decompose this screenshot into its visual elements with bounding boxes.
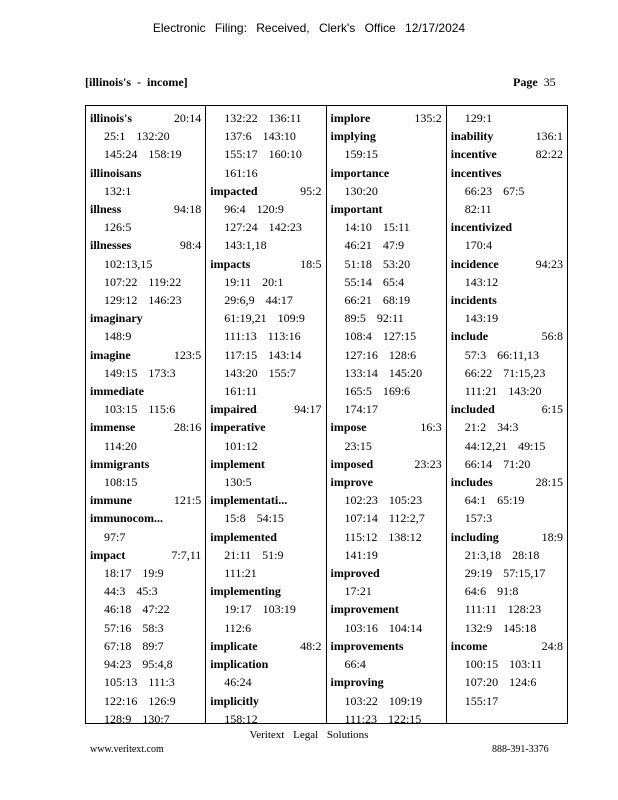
index-entry [90,418,201,454]
index-ref-line: 105:13 111:3 [104,675,175,690]
index-entry [90,546,201,728]
index-term: important [330,202,383,217]
index-term: including [450,529,499,544]
index-first-ref [265,455,322,473]
index-first-ref: 28:15 [535,475,563,490]
index-first-ref [141,164,201,182]
index-ref-line: 161:11 [224,384,258,399]
index-first-ref [383,200,442,218]
index-entry [210,637,321,655]
index-term-line [331,473,442,491]
index-first-ref: 135:2 [414,111,442,125]
index-ref-line: 159:15 [344,147,378,162]
index-term-line [90,509,201,527]
index-entry [331,673,442,728]
index-entry [451,400,563,473]
index-ref-line: 61:19,21 109:9 [224,311,305,326]
index-ref-line: 96:4 120:9 [224,202,284,217]
index-ref-line: 155:17 160:10 [224,147,302,162]
index-first-ref [281,582,322,600]
index-ref-line: 143:1,18 [224,238,267,253]
index-term: incentive [450,147,497,162]
index-ref-line: 29:19 57:15,17 [464,566,546,581]
index-first-ref: 6:15 [541,402,563,417]
index-entry [331,418,442,454]
index-ref-line: 165:5 169:6 [344,384,411,399]
index-entry [331,164,442,200]
index-ref-line: 103:16 104:14 [344,620,423,635]
footer-website: www.veritext.com [90,744,164,755]
index-first-ref: 136:1 [535,129,563,144]
index-first-ref [373,473,442,491]
index-entry [90,200,201,236]
index-term-line [90,455,201,473]
index-ref-line: 21:3,18 28:18 [464,547,540,562]
index-entry [451,637,563,710]
index-first-ref [144,382,201,400]
index-entry [210,692,321,728]
index-first-ref [376,127,442,145]
index-ref-line: 111:21 143:20 [464,384,542,399]
index-first-ref [163,509,201,527]
index-entry [210,582,321,637]
index-term-line [210,491,321,509]
index-term-line [451,637,563,655]
index-term: improvements [330,638,404,653]
index-ref-line: 127:16 128:6 [344,347,417,362]
index-entry [331,127,442,163]
index-term-line [451,400,563,418]
index-term-line [331,109,442,127]
index-entry [451,127,563,145]
index-term-line [210,692,321,710]
index-term: immunocom... [90,511,163,526]
index-term: impose [330,420,367,435]
index-term-line [331,673,442,691]
index-ref-line: 132:9 145:18 [464,620,537,635]
index-entry [90,382,201,418]
index-ref-line: 132:22 136:11 [224,111,302,125]
index-first-ref [149,455,201,473]
index-term-line [451,528,563,546]
index-term: incidence [450,256,499,271]
index-term-line [451,327,563,345]
index-first-ref [399,600,442,618]
index-ref-line: 129:1 [464,111,493,125]
index-term-line [331,637,442,655]
index-entry [331,637,442,673]
index-term: implication [210,657,269,672]
index-ref-line: 66:21 68:19 [344,293,411,308]
index-term-line [90,164,201,182]
index-first-ref: 121:5 [173,493,202,508]
index-term: immigrants [90,456,150,471]
index-ref-line: 149:15 173:3 [104,365,176,380]
index-first-ref [287,491,321,509]
index-ref-line: 46:18 47:22 [104,602,170,617]
index-term-line [451,255,563,273]
index-ref-line: 64:6 91:8 [464,584,519,599]
index-term-line [451,164,563,182]
index-term-line [451,291,563,309]
index-term: immense [90,420,136,435]
index-ref-line: 141:19 [344,547,378,562]
index-ref-line: 111:21 [224,566,257,581]
index-ref-line: 108:4 127:15 [344,329,417,344]
index-ref-line: 64:1 65:19 [464,493,525,508]
index-term: immune [90,493,132,508]
index-term: incentivized [450,220,513,235]
index-ref-line: 17:21 [344,584,372,599]
index-ref-line: 82:11 [464,202,492,217]
index-ref-line: 130:5 [224,475,252,490]
index-term: improving [330,675,384,690]
index-first-ref [259,692,322,710]
index-entry [90,236,201,309]
index-ref-line: 129:12 146:23 [104,293,182,308]
index-term-line [210,255,321,273]
index-ref-line: 55:14 65:4 [344,274,405,289]
index-entry [210,528,321,583]
index-ref-line: 51:18 53:20 [344,256,411,271]
index-ref-line: 126:5 [104,220,132,235]
index-term-line [90,309,201,327]
index-term-line [210,528,321,546]
index-entry [210,655,321,691]
index-ref-line: 44:3 45:3 [104,584,158,599]
index-entry [210,182,321,255]
index-ref-line: 46:24 [224,675,252,690]
index-ref-line: 170:4 [464,238,493,253]
index-ref-line: 128:9 130:7 [104,711,170,726]
footer-company: Veritext Legal Solutions [249,729,369,741]
index-term: implementati... [210,493,288,508]
index-entry [451,473,563,528]
index-ref-line: 19:17 103:19 [224,602,296,617]
index-ref-line: 114:20 [104,438,137,453]
index-first-ref: 48:2 [300,638,322,653]
index-first-ref [143,309,202,327]
index-ref-line: 143:19 [464,311,499,326]
index-ref-line: 103:22 109:19 [344,693,423,708]
index-term-line [90,418,201,436]
index-entry [331,600,442,636]
index-entry [331,109,442,127]
index-ref-line: 66:23 67:5 [464,183,525,198]
index-term: impaired [210,402,257,417]
index-ref-line: 143:20 155:7 [224,365,296,380]
index-term-line [90,491,201,509]
index-term: illness [90,202,122,217]
index-ref-line: 66:14 71:20 [464,456,531,471]
index-ref-line: 21:11 51:9 [224,547,284,562]
index-ref-line: 161:16 [224,165,258,180]
index-ref-line: 111:11 128:23 [464,602,542,617]
index-ref-line: 174:17 [344,402,378,417]
index-term-line [210,418,321,436]
index-entry [331,455,442,473]
index-ref-line: 111:13 113:16 [224,329,301,344]
index-term-line [210,655,321,673]
index-term: implementing [210,584,281,599]
index-ref-line: 103:15 115:6 [104,402,176,417]
index-term: importance [330,165,390,180]
index-first-ref: 98:4 [179,238,202,253]
index-entry [90,109,201,164]
index-term: imaginary [90,311,143,326]
index-entry [451,327,563,400]
index-entry [451,164,563,219]
index-ref-line: 115:12 138:12 [344,529,422,544]
index-entry [451,145,563,163]
page-indicator [513,75,556,90]
index-ref-line: 102:23 105:23 [344,493,423,508]
index-ref-line: 25:1 132:20 [104,129,170,144]
index-term: included [450,402,495,417]
index-ref-line: 89:5 92:11 [344,311,404,326]
index-term: imagine [90,347,131,362]
index-ref-line: 108:15 [104,475,138,490]
index-term: impacts [210,256,251,271]
index-ref-line: 130:20 [344,183,378,198]
index-first-ref [497,291,563,309]
index-first-ref: 23:23 [414,456,442,471]
index-term: implement [210,456,265,471]
index-entry [90,309,201,345]
index-term-line [210,582,321,600]
index-entry [451,218,563,254]
index-first-ref: 24:8 [541,638,563,653]
index-term-line [210,400,321,418]
index-first-ref: 56:8 [541,329,563,344]
index-entry [90,455,201,491]
index-first-ref [512,218,563,236]
index-first-ref [277,528,322,546]
index-first-ref [501,164,563,182]
index-ref-line: 67:18 89:7 [104,638,164,653]
index-entry [90,509,201,545]
index-ref-line: 14:10 15:11 [344,220,410,235]
index-ref-line: 46:21 47:9 [344,238,405,253]
index-entry [331,564,442,600]
index-grid [85,105,568,724]
index-ref-line: 155:17 [464,693,499,708]
index-ref-line: 15:8 54:15 [224,511,284,526]
index-entry [90,346,201,382]
index-term: income [450,638,488,653]
index-first-ref: 94:17 [294,402,322,417]
index-entry [451,291,563,327]
index-ref-line: 145:24 158:19 [104,147,182,162]
index-entry [210,255,321,401]
index-term-line [210,637,321,655]
index-term-line [90,346,201,364]
index-ref-line: 117:15 143:14 [224,347,302,362]
index-first-ref [266,418,322,436]
index-term: immediate [90,384,144,399]
index-ref-line: 23:15 [344,438,372,453]
index-ref-line: 29:6,9 44:17 [224,293,293,308]
index-entry [90,164,201,200]
index-term: illinois's [90,111,133,125]
index-term: imperative [210,420,266,435]
index-term-line [210,455,321,473]
index-ref-line: 107:20 124:6 [464,675,537,690]
index-term-line [90,200,201,218]
index-term-line [331,564,442,582]
index-ref-line: 66:4 [344,657,366,672]
index-ref-line: 101:12 [224,438,258,453]
index-ref-line: 127:24 142:23 [224,220,302,235]
index-term-line [90,546,201,564]
index-entry [451,109,563,127]
index-term: implicate [210,638,258,653]
index-ref-line: 132:1 [104,183,132,198]
index-term: improved [330,566,380,581]
index-term: include [450,329,489,344]
index-first-ref [389,164,442,182]
index-term: impact [90,547,126,562]
index-term: imposed [330,456,374,471]
footer-phone: 888-391-3376 [492,744,549,755]
index-column [86,106,206,726]
index-entry [210,418,321,454]
index-first-ref: 82:22 [535,147,563,162]
index-term: improvement [330,602,399,617]
index-first-ref: 123:5 [173,347,202,362]
index-ref-line: 111:23 122:15 [344,711,422,726]
index-first-ref [384,673,442,691]
index-entry [210,455,321,491]
index-term-line [451,127,563,145]
index-term-line [451,218,563,236]
index-ref-line: 57:16 58:3 [104,620,164,635]
index-term-line [331,418,442,436]
index-first-ref: 94:18 [173,202,202,217]
index-ref-line: 148:9 [104,329,132,344]
index-term: implore [330,111,371,125]
index-term-line [331,200,442,218]
index-term: incidents [450,293,497,308]
index-ref-line: 44:12,21 49:15 [464,438,546,453]
index-ref-line: 57:3 66:11,13 [464,347,539,362]
index-ref-line: 107:14 112:2,7 [344,511,425,526]
index-ref-line: 133:14 145:20 [344,365,423,380]
page-label: Page [513,75,538,89]
index-ref-line: 143:12 [464,274,499,289]
index-entry [210,400,321,418]
index-term: illnesses [90,238,132,253]
index-range: [illinois's - income] [85,75,188,89]
index-first-ref: 94:23 [535,256,563,271]
index-first-ref [268,655,321,673]
index-first-ref: 18:9 [541,529,563,544]
index-entry [90,491,201,509]
index-first-ref [404,637,442,655]
index-entry [331,473,442,564]
index-ref-line: 157:3 [464,511,493,526]
index-column [327,106,447,726]
index-first-ref: 7:7,11 [171,547,202,562]
index-entry [210,109,321,182]
index-term-line [90,236,201,254]
index-ref-line: 66:22 71:15,23 [464,365,546,380]
index-ref-line: 112:6 [224,620,252,635]
index-term-line [210,182,321,200]
page-number: 35 [543,75,556,89]
index-ref-line: 19:11 20:1 [224,274,284,289]
index-ref-line: 94:23 95:4,8 [104,657,173,672]
index-term-line [331,455,442,473]
index-first-ref: 95:2 [300,183,322,198]
index-term-line [331,600,442,618]
index-column [206,106,326,726]
index-term: impacted [210,183,258,198]
index-first-ref: 16:3 [420,420,442,435]
index-ref-line: 122:16 126:9 [104,693,176,708]
index-first-ref [380,564,442,582]
index-term: implemented [210,529,277,544]
index-first-ref: 28:16 [173,420,202,435]
index-term: incentives [450,165,502,180]
index-term-line [331,127,442,145]
index-term: illinoisans [90,165,142,180]
index-term: implicitly [210,693,259,708]
index-entry [210,491,321,527]
index-first-ref: 18:5 [300,256,322,271]
index-ref-line: 107:22 119:22 [104,274,182,289]
index-term-line [451,145,563,163]
index-ref-line: 21:2 34:3 [464,420,519,435]
index-entry [451,255,563,291]
index-term: inability [450,129,494,144]
index-ref-line: 102:13,15 [104,256,153,271]
index-first-ref: 20:14 [173,111,202,125]
filing-stamp: Electronic Filing: Received, Clerk's Office 12/17/2024 [152,21,466,35]
index-term-line [90,382,201,400]
index-entry [451,528,563,637]
index-ref-line: 97:7 [104,529,126,544]
index-term: includes [450,475,493,490]
index-ref-line: 100:15 103:11 [464,657,542,672]
index-term-line [451,473,563,491]
index-entry [331,200,442,418]
index-term-line [331,164,442,182]
index-term: improve [330,475,373,490]
index-term: implying [330,129,376,144]
index-ref-line: 158:12 [224,711,258,726]
index-ref-line: 18:17 19:9 [104,566,164,581]
index-column [447,106,567,723]
index-ref-line: 137:6 143:10 [224,129,296,144]
index-term-line [90,109,201,127]
